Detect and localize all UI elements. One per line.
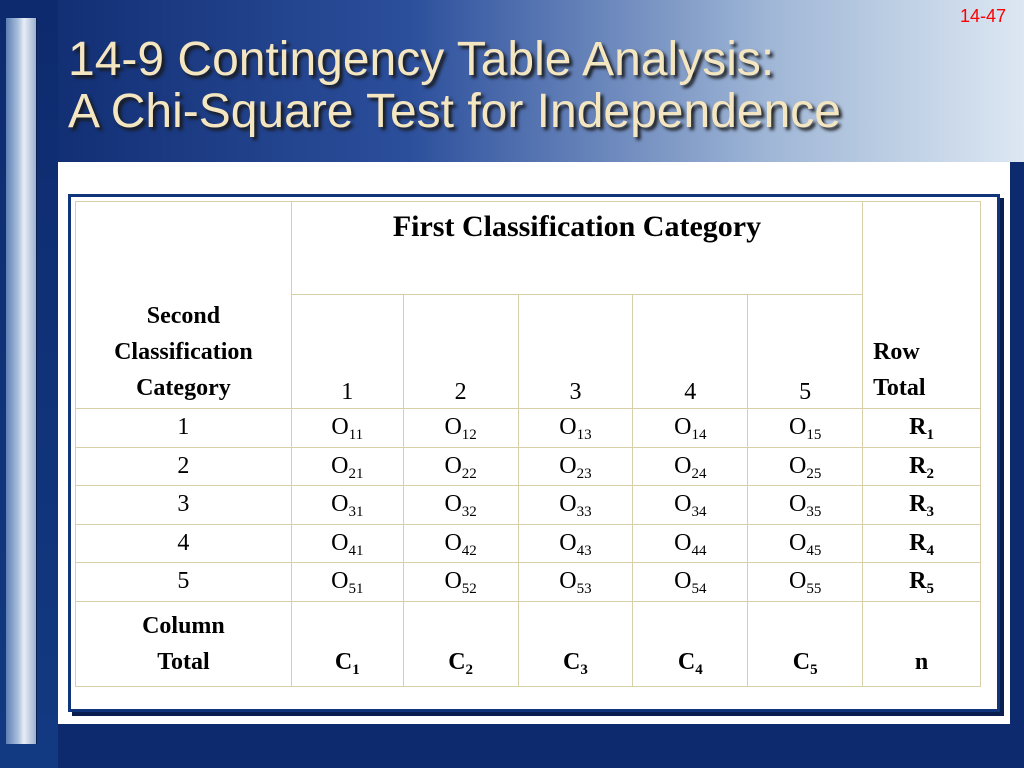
row-label: 2 xyxy=(76,447,292,486)
table-cell xyxy=(748,447,863,486)
cell-symbol: O xyxy=(674,568,692,595)
row-label: 3 xyxy=(76,486,292,525)
row-label: 4 xyxy=(76,524,292,563)
cell-subscript: 11 xyxy=(348,427,364,444)
table-row xyxy=(76,408,981,447)
column-total-symbol: C xyxy=(334,649,353,675)
cell-subscript: 23 xyxy=(576,465,592,482)
grand-total-cell: n xyxy=(863,601,981,686)
table-cell xyxy=(291,486,403,525)
column-total-subscript: 1 xyxy=(352,662,360,678)
slide-title xyxy=(68,34,841,138)
column-total-subscript: 2 xyxy=(465,662,474,678)
cell-subscript: 14 xyxy=(691,427,707,444)
column-total-cell xyxy=(518,601,633,686)
table-cell xyxy=(403,486,518,525)
table-cell xyxy=(518,408,633,447)
row-total-symbol: R xyxy=(909,452,927,479)
column-total-symbol: C xyxy=(563,649,581,675)
column-number: 3 xyxy=(518,295,633,409)
row-total-cell xyxy=(863,447,981,486)
row-total-cell xyxy=(863,563,981,602)
row-total-symbol: R xyxy=(909,568,927,595)
cell-symbol: O xyxy=(788,568,807,595)
column-number: 5 xyxy=(748,295,863,409)
content-area xyxy=(68,162,1010,724)
table-frame xyxy=(68,194,1000,712)
slide-number: 14-47 xyxy=(959,6,1006,26)
column-total-cell xyxy=(633,601,748,686)
table-cell xyxy=(518,563,633,602)
cell-subscript: 53 xyxy=(576,581,592,598)
column-total-symbol: C xyxy=(677,649,696,675)
row-total-subscript: 1 xyxy=(926,427,934,444)
row-total-line-2: Total xyxy=(873,374,926,401)
table-cell xyxy=(633,408,748,447)
column-number: 2 xyxy=(403,295,518,409)
cell-symbol: O xyxy=(674,491,692,518)
table-cell xyxy=(633,486,748,525)
column-total-symbol: C xyxy=(448,649,466,675)
column-number: 1 xyxy=(291,295,403,409)
cell-subscript: 45 xyxy=(806,542,822,559)
row-total-subscript: 2 xyxy=(926,465,934,482)
table-row xyxy=(76,486,981,525)
cell-symbol: O xyxy=(674,414,692,441)
cell-subscript: 52 xyxy=(461,581,477,598)
first-category-header: First Classification Category xyxy=(291,202,862,295)
table-row xyxy=(76,563,981,602)
table-cell xyxy=(518,447,633,486)
table-row xyxy=(76,524,981,563)
table-cell xyxy=(403,408,518,447)
table-cell xyxy=(748,486,863,525)
cell-symbol: O xyxy=(674,452,692,479)
column-total-subscript: 5 xyxy=(810,662,818,678)
table-cell xyxy=(291,447,403,486)
row-total-cell xyxy=(863,408,981,447)
cell-symbol: O xyxy=(331,491,349,518)
second-category-line-2: Classification xyxy=(114,338,253,365)
title-line-2: A Chi-Square Test for Independence xyxy=(68,85,841,138)
footer-band xyxy=(58,724,1024,768)
cell-subscript: 43 xyxy=(576,542,592,559)
row-total-subscript: 3 xyxy=(926,504,934,521)
cell-subscript: 42 xyxy=(461,542,477,559)
cell-symbol: O xyxy=(559,414,577,441)
column-number: 4 xyxy=(633,295,748,409)
table-cell xyxy=(291,524,403,563)
cell-subscript: 51 xyxy=(348,581,364,598)
column-total-label-line-1: Column xyxy=(142,612,225,639)
cell-subscript: 24 xyxy=(691,465,707,482)
cell-symbol: O xyxy=(788,414,807,441)
row-total-subscript: 4 xyxy=(926,542,934,559)
cell-symbol: O xyxy=(444,491,462,518)
cell-subscript: 13 xyxy=(576,427,592,444)
left-decorative-stripe xyxy=(6,18,37,744)
table-row xyxy=(76,447,981,486)
second-category-line-3: Category xyxy=(136,374,231,401)
table-cell xyxy=(633,447,748,486)
second-category-line-1: Second xyxy=(146,302,221,329)
cell-symbol: O xyxy=(444,568,462,595)
cell-symbol: O xyxy=(674,529,692,556)
cell-subscript: 55 xyxy=(806,581,822,598)
cell-symbol: O xyxy=(788,491,807,518)
column-total-cell xyxy=(291,601,403,686)
cell-subscript: 54 xyxy=(691,581,707,598)
table-cell xyxy=(748,563,863,602)
cell-subscript: 21 xyxy=(348,465,364,482)
cell-symbol: O xyxy=(444,452,462,479)
table-cell xyxy=(403,524,518,563)
cell-subscript: 34 xyxy=(691,504,707,521)
title-line-1: 14-9 Contingency Table Analysis: xyxy=(68,33,775,86)
cell-symbol: O xyxy=(559,452,577,479)
cell-symbol: O xyxy=(559,529,577,556)
contingency-table xyxy=(75,201,981,687)
cell-symbol: O xyxy=(331,568,349,595)
table-cell xyxy=(633,524,748,563)
table-cell xyxy=(403,447,518,486)
cell-subscript: 31 xyxy=(348,504,364,521)
column-total-cell xyxy=(748,601,863,686)
row-total-cell xyxy=(863,486,981,525)
column-total-symbol: C xyxy=(792,649,811,675)
cell-subscript: 35 xyxy=(806,504,822,521)
column-total-label xyxy=(76,601,292,686)
row-total-header xyxy=(863,202,981,409)
row-label: 1 xyxy=(76,408,292,447)
row-total-line-1: Row xyxy=(873,338,920,365)
table-cell xyxy=(291,563,403,602)
cell-subscript: 41 xyxy=(348,542,364,559)
cell-subscript: 33 xyxy=(576,504,592,521)
table-cell xyxy=(633,563,748,602)
cell-symbol: O xyxy=(331,452,349,479)
column-total-cell xyxy=(403,601,518,686)
table-cell xyxy=(403,563,518,602)
cell-subscript: 32 xyxy=(461,504,477,521)
second-category-header xyxy=(76,202,292,409)
cell-symbol: O xyxy=(331,529,349,556)
cell-subscript: 22 xyxy=(461,465,477,482)
row-total-symbol: R xyxy=(909,529,927,556)
cell-subscript: 15 xyxy=(806,427,822,444)
row-label: 5 xyxy=(76,563,292,602)
row-total-cell xyxy=(863,524,981,563)
table-cell xyxy=(291,408,403,447)
cell-symbol: O xyxy=(444,529,462,556)
table-cell xyxy=(748,524,863,563)
row-total-symbol: R xyxy=(909,414,927,441)
column-total-subscript: 4 xyxy=(695,662,703,678)
cell-symbol: O xyxy=(788,529,807,556)
row-total-symbol: R xyxy=(909,491,927,518)
table-cell xyxy=(518,524,633,563)
cell-symbol: O xyxy=(559,491,577,518)
cell-subscript: 44 xyxy=(691,542,707,559)
cell-symbol: O xyxy=(444,414,462,441)
column-total-label-line-2: Total xyxy=(157,648,210,675)
table-cell xyxy=(748,408,863,447)
right-edge-band xyxy=(1010,162,1024,724)
cell-subscript: 25 xyxy=(806,465,822,482)
cell-symbol: O xyxy=(788,452,807,479)
cell-symbol: O xyxy=(559,568,577,595)
column-total-subscript: 3 xyxy=(580,662,588,678)
cell-symbol: O xyxy=(331,414,349,441)
row-total-subscript: 5 xyxy=(926,581,934,598)
table-cell xyxy=(518,486,633,525)
cell-subscript: 12 xyxy=(461,427,477,444)
column-total-row xyxy=(76,601,981,686)
